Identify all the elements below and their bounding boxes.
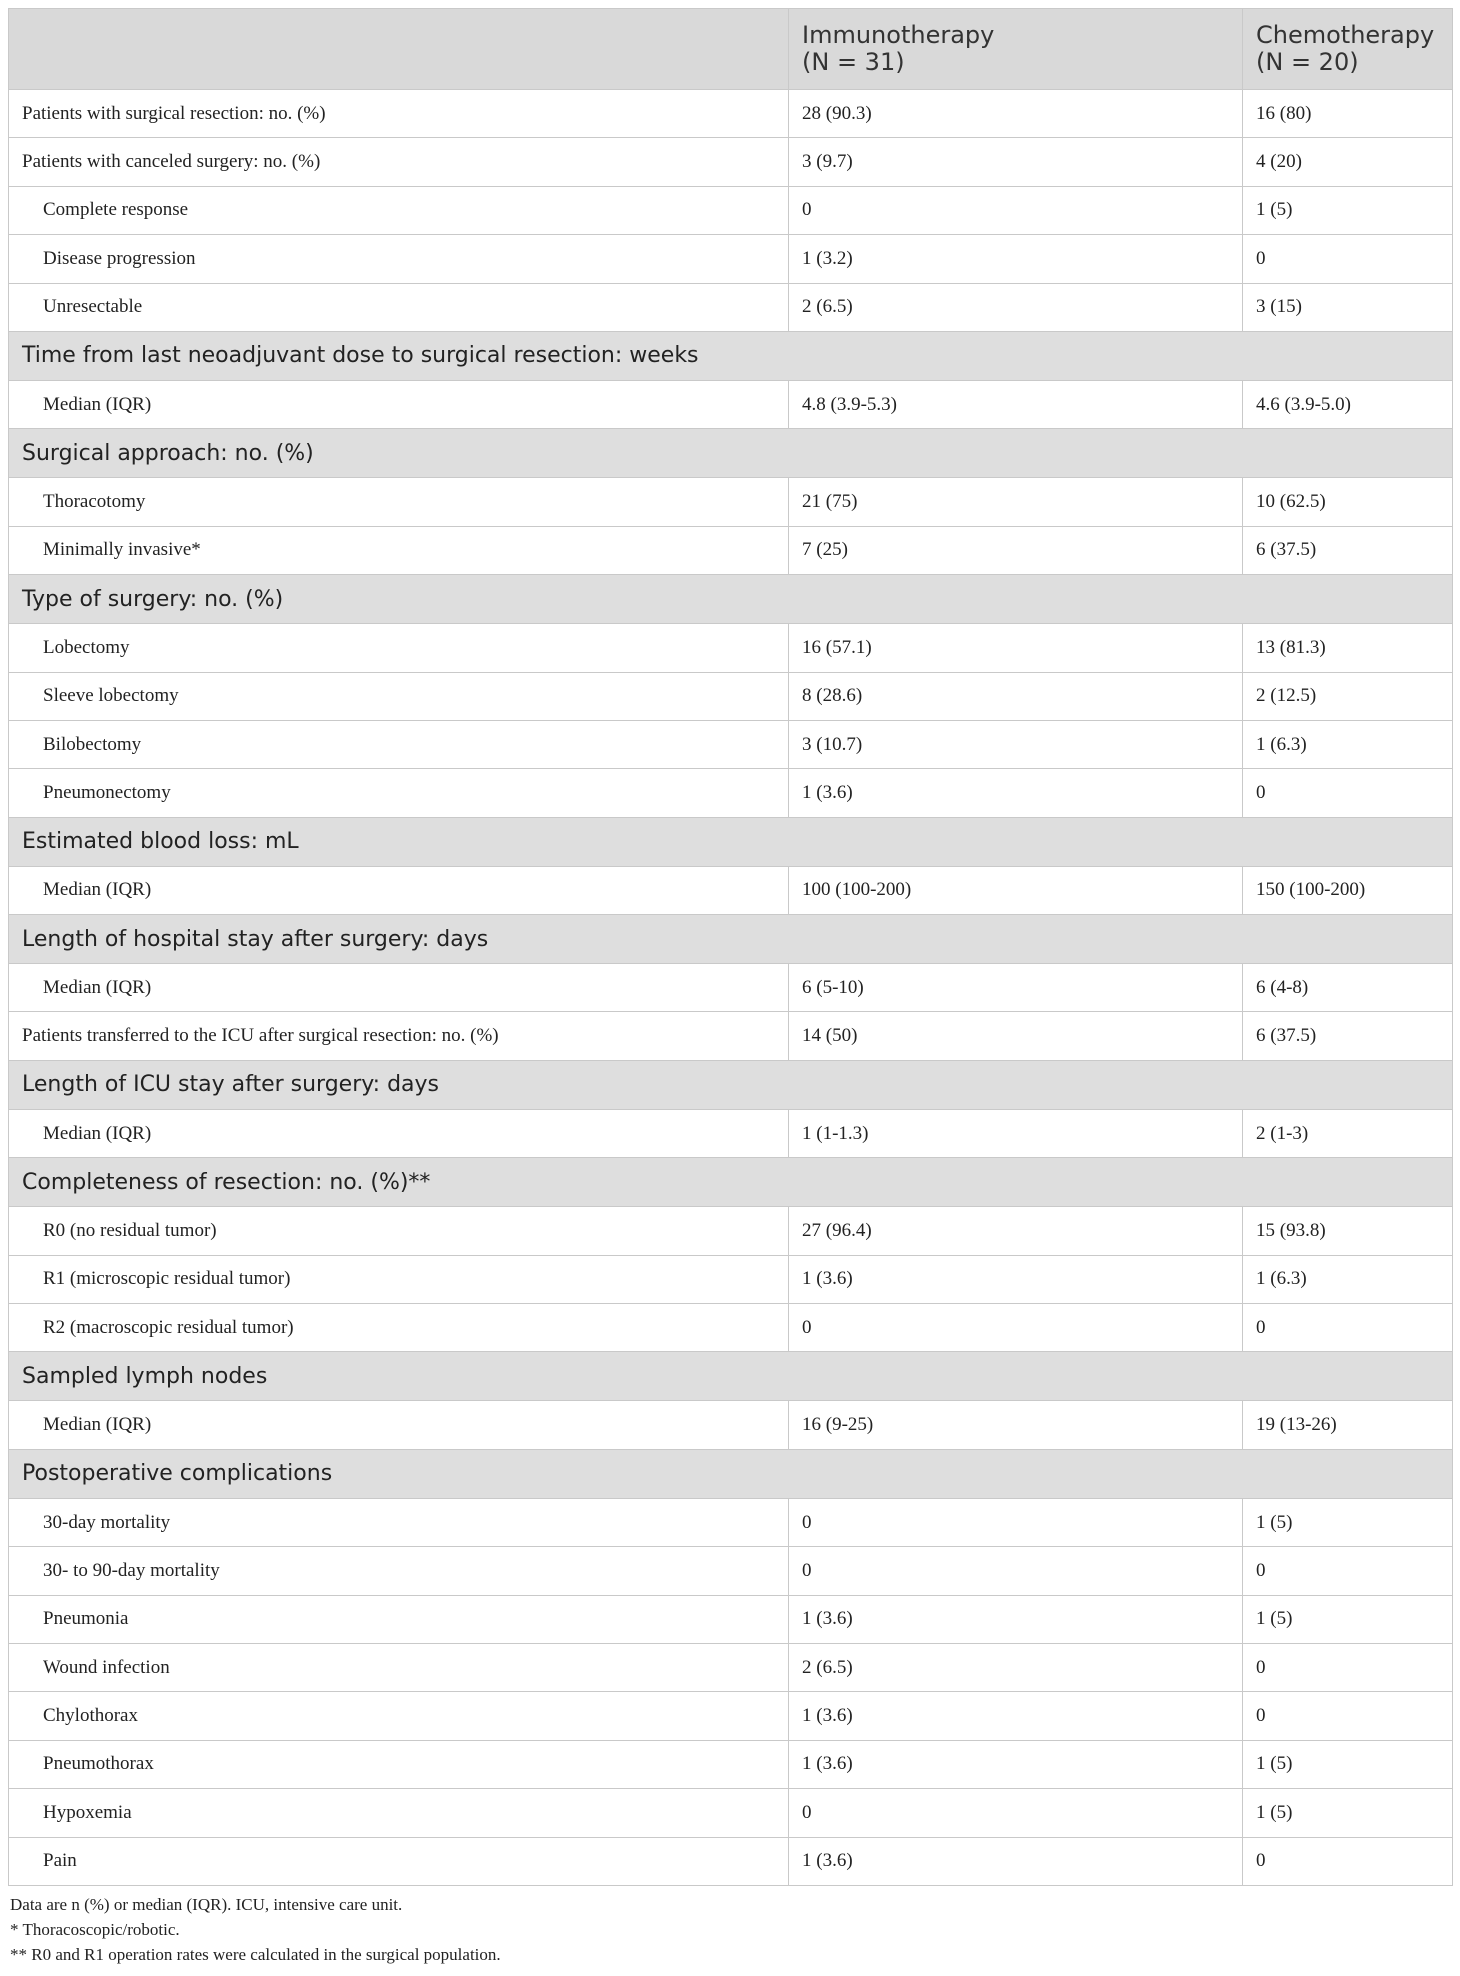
chemotherapy-value: 0	[1243, 769, 1453, 817]
immunotherapy-value: 1 (3.6)	[789, 1595, 1243, 1643]
row-label: Complete response	[9, 186, 789, 234]
section-row	[9, 1449, 1453, 1498]
immunotherapy-value: 1 (3.6)	[789, 1255, 1243, 1303]
row-label: Patients with canceled surgery: no. (%)	[9, 138, 789, 186]
row-label: Median (IQR)	[9, 380, 789, 428]
immunotherapy-value: 3 (9.7)	[789, 138, 1243, 186]
table-row	[9, 1498, 1453, 1546]
chemotherapy-value: 1 (6.3)	[1243, 720, 1453, 768]
header-sublabel: (N = 31)	[802, 48, 905, 76]
row-label: Median (IQR)	[9, 1401, 789, 1449]
header-cell-immunotherapy	[789, 9, 1243, 90]
section-label: Completeness of resection: no. (%)**	[9, 1158, 1453, 1207]
immunotherapy-value: 4.8 (3.9-5.3)	[789, 380, 1243, 428]
header-row	[9, 9, 1453, 90]
row-label: 30- to 90-day mortality	[9, 1547, 789, 1595]
immunotherapy-value: 0	[789, 1498, 1243, 1546]
table-body	[9, 90, 1453, 1886]
section-row	[9, 915, 1453, 964]
table-row	[9, 1692, 1453, 1740]
chemotherapy-value: 1 (5)	[1243, 1498, 1453, 1546]
table-row	[9, 1643, 1453, 1691]
table-row	[9, 90, 1453, 138]
chemotherapy-value: 3 (15)	[1243, 283, 1453, 331]
table-container	[8, 8, 1452, 1967]
row-label: Median (IQR)	[9, 964, 789, 1012]
section-label: Length of hospital stay after surgery: days	[9, 915, 1453, 964]
immunotherapy-value: 8 (28.6)	[789, 672, 1243, 720]
row-label: Hypoxemia	[9, 1789, 789, 1837]
immunotherapy-value: 14 (50)	[789, 1012, 1243, 1060]
row-label: R0 (no residual tumor)	[9, 1207, 789, 1255]
table-row	[9, 1547, 1453, 1595]
immunotherapy-value: 28 (90.3)	[789, 90, 1243, 138]
chemotherapy-value: 1 (6.3)	[1243, 1255, 1453, 1303]
header-sublabel: (N = 20)	[1256, 48, 1359, 76]
table-row	[9, 380, 1453, 428]
row-label: Median (IQR)	[9, 866, 789, 914]
immunotherapy-value: 0	[789, 186, 1243, 234]
footnote: * Thoracoscopic/robotic.	[10, 1919, 180, 1939]
table-row	[9, 1595, 1453, 1643]
row-label: Minimally invasive*	[9, 526, 789, 574]
immunotherapy-value: 1 (3.6)	[789, 1740, 1243, 1788]
table-row	[9, 1207, 1453, 1255]
table-row	[9, 624, 1453, 672]
table-row	[9, 1837, 1453, 1885]
header-label: Chemotherapy	[1256, 21, 1435, 49]
section-row	[9, 817, 1453, 866]
immunotherapy-value: 6 (5-10)	[789, 964, 1243, 1012]
row-label: Median (IQR)	[9, 1109, 789, 1157]
chemotherapy-value: 10 (62.5)	[1243, 478, 1453, 526]
chemotherapy-value: 1 (5)	[1243, 1789, 1453, 1837]
table-row	[9, 1304, 1453, 1352]
immunotherapy-value: 27 (96.4)	[789, 1207, 1243, 1255]
chemotherapy-value: 1 (5)	[1243, 186, 1453, 234]
row-label: Bilobectomy	[9, 720, 789, 768]
surgical-outcomes-table	[8, 8, 1453, 1886]
table-row	[9, 1012, 1453, 1060]
immunotherapy-value: 1 (3.6)	[789, 1837, 1243, 1885]
immunotherapy-value: 0	[789, 1304, 1243, 1352]
chemotherapy-value: 0	[1243, 1547, 1453, 1595]
immunotherapy-value: 1 (3.6)	[789, 769, 1243, 817]
immunotherapy-value: 3 (10.7)	[789, 720, 1243, 768]
chemotherapy-value: 6 (37.5)	[1243, 1012, 1453, 1060]
chemotherapy-value: 4.6 (3.9-5.0)	[1243, 380, 1453, 428]
chemotherapy-value: 16 (80)	[1243, 90, 1453, 138]
immunotherapy-value: 100 (100-200)	[789, 866, 1243, 914]
table-row	[9, 478, 1453, 526]
table-row	[9, 138, 1453, 186]
row-label: Disease progression	[9, 235, 789, 283]
section-row	[9, 429, 1453, 478]
chemotherapy-value: 1 (5)	[1243, 1740, 1453, 1788]
row-label: Sleeve lobectomy	[9, 672, 789, 720]
row-label: Chylothorax	[9, 1692, 789, 1740]
row-label: Wound infection	[9, 1643, 789, 1691]
row-label: Unresectable	[9, 283, 789, 331]
header-label: Immunotherapy	[802, 21, 995, 49]
table-row	[9, 526, 1453, 574]
row-label: Pneumonectomy	[9, 769, 789, 817]
immunotherapy-value: 1 (3.2)	[789, 235, 1243, 283]
table-row	[9, 1401, 1453, 1449]
row-label: Thoracotomy	[9, 478, 789, 526]
section-label: Sampled lymph nodes	[9, 1352, 1453, 1401]
table-row	[9, 769, 1453, 817]
table-row	[9, 235, 1453, 283]
footnotes	[8, 1892, 1452, 1967]
section-label: Length of ICU stay after surgery: days	[9, 1060, 1453, 1109]
row-label: 30-day mortality	[9, 1498, 789, 1546]
immunotherapy-value: 1 (3.6)	[789, 1692, 1243, 1740]
section-row	[9, 1352, 1453, 1401]
header-cell-chemotherapy	[1243, 9, 1453, 90]
row-label: R1 (microscopic residual tumor)	[9, 1255, 789, 1303]
chemotherapy-value: 0	[1243, 1643, 1453, 1691]
chemotherapy-value: 150 (100-200)	[1243, 866, 1453, 914]
table-row	[9, 720, 1453, 768]
section-label: Estimated blood loss: mL	[9, 817, 1453, 866]
immunotherapy-value: 16 (9-25)	[789, 1401, 1243, 1449]
footnote: ** R0 and R1 operation rates were calculated in the surgical population.	[10, 1944, 501, 1964]
row-label: Patients transferred to the ICU after surgical resection: no. (%)	[9, 1012, 789, 1060]
table-row	[9, 964, 1453, 1012]
table-row	[9, 672, 1453, 720]
immunotherapy-value: 0	[789, 1547, 1243, 1595]
chemotherapy-value: 6 (37.5)	[1243, 526, 1453, 574]
immunotherapy-value: 21 (75)	[789, 478, 1243, 526]
chemotherapy-value: 13 (81.3)	[1243, 624, 1453, 672]
immunotherapy-value: 2 (6.5)	[789, 283, 1243, 331]
chemotherapy-value: 2 (12.5)	[1243, 672, 1453, 720]
immunotherapy-value: 16 (57.1)	[789, 624, 1243, 672]
section-label: Type of surgery: no. (%)	[9, 575, 1453, 624]
chemotherapy-value: 0	[1243, 1692, 1453, 1740]
chemotherapy-value: 6 (4-8)	[1243, 964, 1453, 1012]
table-row	[9, 1789, 1453, 1837]
chemotherapy-value: 19 (13-26)	[1243, 1401, 1453, 1449]
header-cell-blank	[9, 9, 789, 90]
row-label: Lobectomy	[9, 624, 789, 672]
section-label: Time from last neoadjuvant dose to surgical resection: weeks	[9, 331, 1453, 380]
immunotherapy-value: 1 (1-1.3)	[789, 1109, 1243, 1157]
row-label: Pneumonia	[9, 1595, 789, 1643]
section-row	[9, 331, 1453, 380]
section-row	[9, 1158, 1453, 1207]
chemotherapy-value: 2 (1-3)	[1243, 1109, 1453, 1157]
section-row	[9, 1060, 1453, 1109]
chemotherapy-value: 0	[1243, 235, 1453, 283]
row-label: Pain	[9, 1837, 789, 1885]
section-row	[9, 575, 1453, 624]
table-row	[9, 866, 1453, 914]
row-label: Pneumothorax	[9, 1740, 789, 1788]
chemotherapy-value: 0	[1243, 1837, 1453, 1885]
table-row	[9, 1109, 1453, 1157]
footnote: Data are n (%) or median (IQR). ICU, intensive care unit.	[10, 1894, 403, 1914]
immunotherapy-value: 2 (6.5)	[789, 1643, 1243, 1691]
row-label: Patients with surgical resection: no. (%)	[9, 90, 789, 138]
table-row	[9, 1255, 1453, 1303]
section-label: Postoperative complications	[9, 1449, 1453, 1498]
table-row	[9, 186, 1453, 234]
chemotherapy-value: 0	[1243, 1304, 1453, 1352]
chemotherapy-value: 4 (20)	[1243, 138, 1453, 186]
table-row	[9, 1740, 1453, 1788]
section-label: Surgical approach: no. (%)	[9, 429, 1453, 478]
immunotherapy-value: 0	[789, 1789, 1243, 1837]
chemotherapy-value: 1 (5)	[1243, 1595, 1453, 1643]
immunotherapy-value: 7 (25)	[789, 526, 1243, 574]
row-label: R2 (macroscopic residual tumor)	[9, 1304, 789, 1352]
chemotherapy-value: 15 (93.8)	[1243, 1207, 1453, 1255]
table-row	[9, 283, 1453, 331]
